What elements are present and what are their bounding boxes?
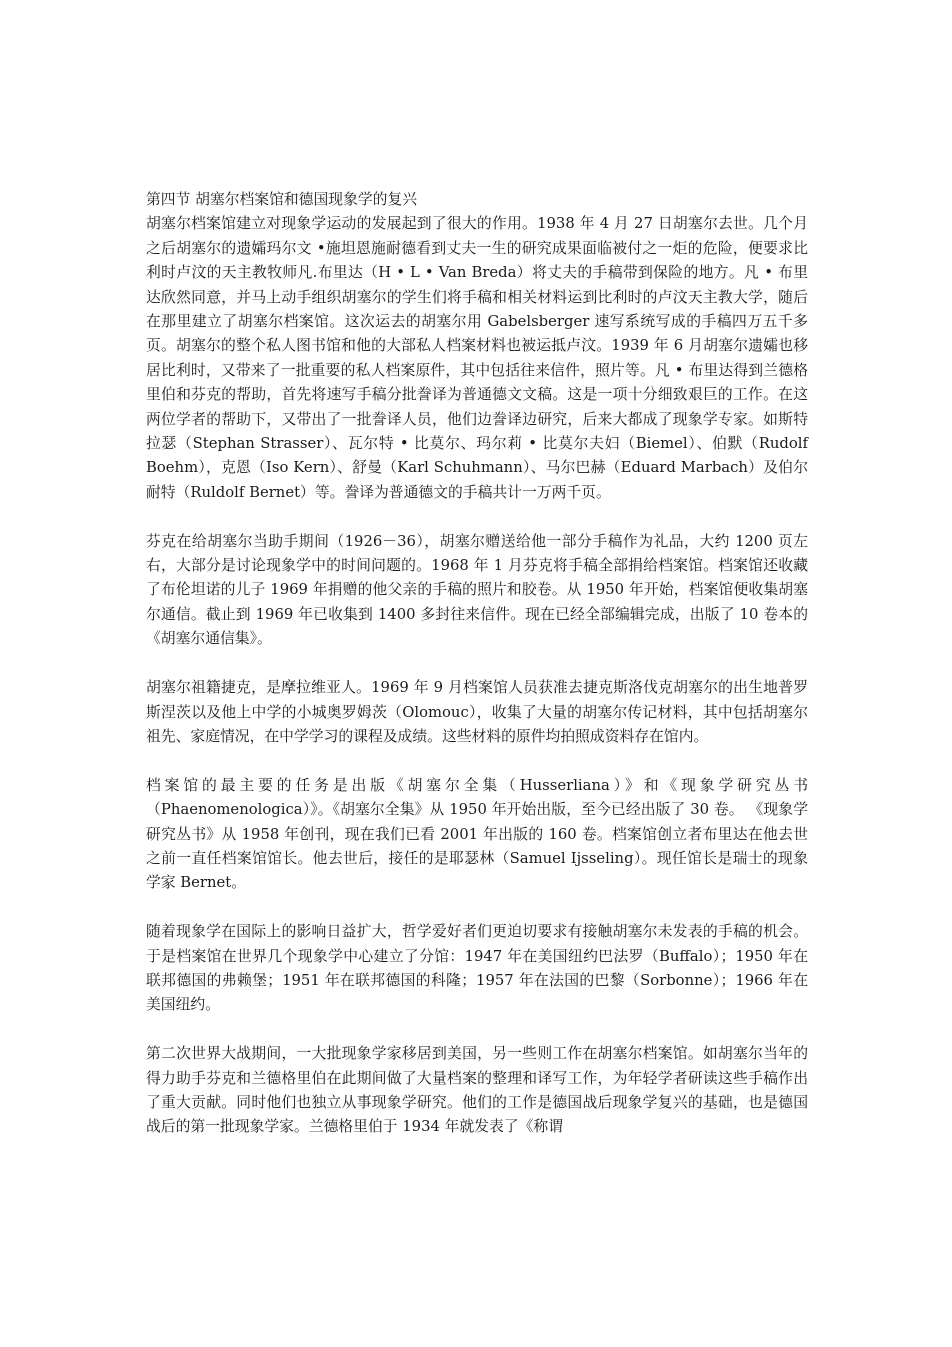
document-body (146, 188, 808, 1140)
paragraph-archive-founding: 胡塞尔档案馆建立对现象学运动的发展起到了很大的作用。1938 年 4 月 27 日胡塞尔去世。几个月之后胡塞尔的遗孀玛尔文 •施坦恩施耐德看到丈夫一生的研究成果面临被付之一炬的危险，便要求比利时卢汶的天主教牧师凡.布里达（H • L • Van Breda）将丈夫的手稿带到保险的地方。凡 • 布里达欣然同意，并马上动手组织胡塞尔的学生们将手稿和相关材料运到比利时的卢汶天主教大学，随后在那里建立了胡塞尔档案馆。这次运去的胡塞尔用 Gabelsberger 速写系统写成的手稿四万五千多页。胡塞尔的整个私人图书馆和他的大部私人档案材料也被运抵卢汶。1939 年 6 月胡塞尔遗孀也移居比利时，又带来了一批重要的私人档案原件，其中包括往来信件，照片等。凡 • 布里达得到兰德格里伯和芬克的帮助，首先将速写手稿分批誊译为普通德文文稿。这是一项十分细致艰巨的工作。在这两位学者的帮助下，又带出了一批誊译人员，他们边誊译边研究，后来大都成了现象学专家。如斯特拉瑟（Stephan Strasser）、瓦尔特 • 比莫尔、玛尔莉 • 比莫尔夫妇（Biemel）、伯默（Rudolf Boehm），克恩（Iso Kern）、舒曼（Karl Schuhmann）、马尔巴赫（Eduard Marbach）及伯尔耐特（Ruldolf Bernet）等。誊译为普通德文的手稿共计一万两千页。 (146, 215, 808, 501)
section-title: 第四节 胡塞尔档案馆和德国现象学的复兴 (146, 191, 418, 208)
paragraph-fink-manuscripts: 芬克在给胡塞尔当助手期间（1926－36），胡塞尔赠送给他一部分手稿作为礼品，大约 1200 页左右，大部分是讨论现象学中的时间问题的。1968 年 1 月芬克将手稿全部捐给档案馆。档案馆还收藏了布伦坦诺的儿子 1969 年捐赠的他父亲的手稿的照片和胶卷。从 1950 年开始，档案馆便收集胡塞尔通信。截止到 1969 年已收集到 1400 多封往来信件。现在已经全部编辑完成，出版了 10 卷本的《胡塞尔通信集》。 (146, 532, 808, 648)
paragraph-publications: 档案馆的最主要的任务是出版《胡塞尔全集（Husserliana）》和《现象学研究丛书（Phaenomenologica）》。《胡塞尔全集》从 1950 年开始出版，至今已经出版了 30 卷。 《现象学研究丛书》从 1958 年创刊，现在我们已看 2001 年出版的 160 卷。档案馆创立者布里达在他去世之前一直任档案馆馆长。他去世后，接任的是耶瑟林（Samuel Ijsseling）。现任馆长是瑞士的现象学家 Bernet。 (146, 776, 808, 892)
paragraph-branch-archives: 随着现象学在国际上的影响日益扩大，哲学爱好者们更迫切要求有接触胡塞尔未发表的手稿的机会。于是档案馆在世界几个现象学中心建立了分馆：1947 年在美国纽约巴法罗（Buffalo）；1950 年在联邦德国的弗赖堡；1951 年在联邦德国的科隆；1957 年在法国的巴黎（Sorbonne）；1966 年在美国纽约。 (146, 923, 808, 1014)
paragraph-wartime: 第二次世界大战期间，一大批现象学家移居到美国，另一些则工作在胡塞尔档案馆。如胡塞尔当年的得力助手芬克和兰德格里伯在此期间做了大量档案的整理和译写工作，为年轻学者研读这些手稿作出了重大贡献。同时他们也独立从事现象学研究。他们的工作是德国战后现象学复兴的基础，也是德国战后的第一批现象学家。兰德格里伯于 1934 年就发表了《称谓 (146, 1045, 808, 1136)
paragraph-czech-origins: 胡塞尔祖籍捷克，是摩拉维亚人。1969 年 9 月档案馆人员获准去捷克斯洛伐克胡塞尔的出生地普罗斯涅茨以及他上中学的小城奥罗姆茨（Olomouc），收集了大量的胡塞尔传记材料，其中包括胡塞尔祖先、家庭情况，在中学学习的课程及成绩。这些材料的原件均拍照成资料存在馆内。 (146, 679, 808, 745)
